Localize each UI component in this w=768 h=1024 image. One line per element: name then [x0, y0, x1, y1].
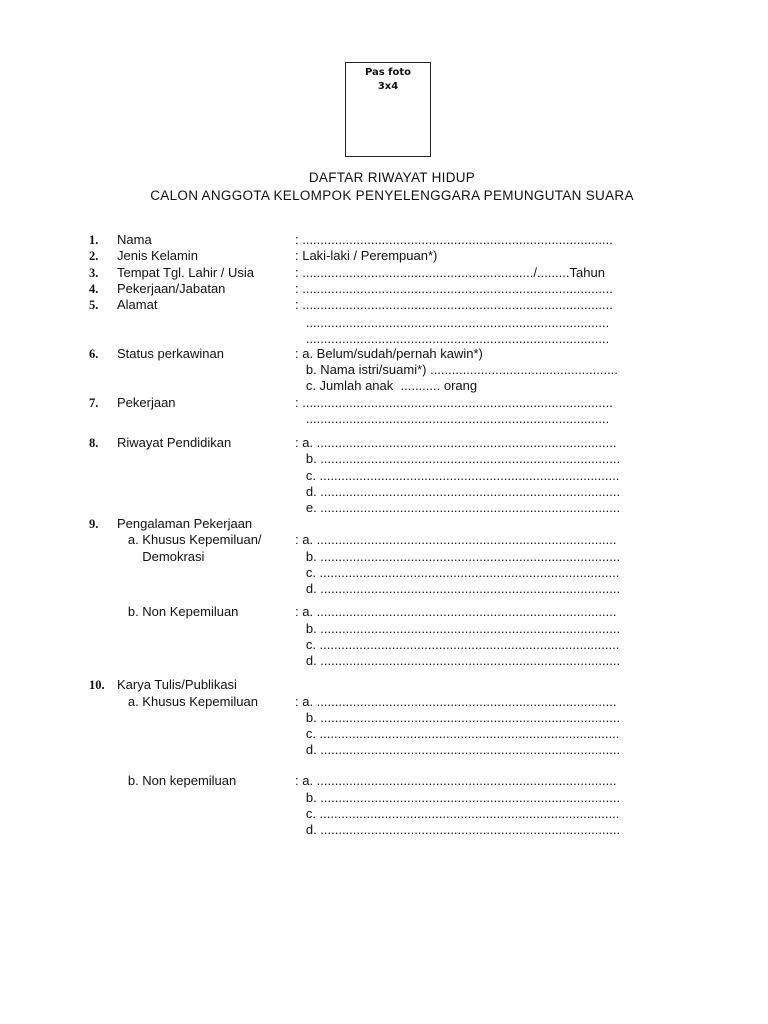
photo-label: Pas foto: [364, 67, 412, 78]
form-row: [0, 435, 768, 451]
row-label: Jenis Kelamin: [117, 248, 198, 263]
form-row: [0, 710, 768, 726]
row-number: 7.: [89, 396, 99, 410]
row-value: d. ...................................................................................: [295, 822, 621, 837]
row-label: a. Khusus Kepemiluan: [117, 694, 258, 709]
row-value: d. ...................................................................................: [295, 484, 621, 499]
row-value: : a. ...................................................................................: [295, 773, 617, 788]
form-row: [0, 742, 768, 758]
document-subtitle: CALON ANGGOTA KELOMPOK PENYELENGGARA PEMUNGUTAN SUARA: [150, 188, 634, 203]
row-value: c. ...................................................................................: [295, 468, 620, 483]
row-label: Pengalaman Pekerjaan: [117, 516, 253, 531]
row-value: b. ...................................................................................: [295, 621, 621, 636]
row-value: : ......................................................................................: [295, 297, 613, 312]
row-value: c. ...................................................................................: [295, 637, 620, 652]
form-row: [0, 773, 768, 789]
row-label: b. Non Kepemiluan: [117, 604, 239, 619]
row-number: 2.: [89, 249, 99, 263]
form-row: [0, 346, 768, 362]
form-row: [0, 232, 768, 248]
row-label: Karya Tulis/Publikasi: [117, 677, 237, 692]
form-row: [0, 362, 768, 378]
form-row: [0, 549, 768, 565]
form-row: [0, 565, 768, 581]
form-row: [0, 395, 768, 411]
photo-placeholder: [345, 62, 431, 157]
row-value: d. ...................................................................................: [295, 653, 621, 668]
row-value: ....................................................................................: [295, 315, 610, 330]
row-number: 4.: [89, 282, 99, 296]
form-row: [0, 637, 768, 653]
form-row: [0, 653, 768, 669]
row-value: b. ...................................................................................: [295, 790, 621, 805]
form-row: [0, 621, 768, 637]
row-value: e. ...................................................................................: [295, 500, 621, 515]
form-row: [0, 265, 768, 281]
form-row: [0, 726, 768, 742]
row-label: Pekerjaan/Jabatan: [117, 281, 226, 296]
row-number: 9.: [89, 517, 99, 531]
row-number: 10.: [89, 678, 105, 692]
row-value: c. Jumlah anak ........... orang: [295, 378, 478, 393]
row-label: Riwayat Pendidikan: [117, 435, 232, 450]
row-value: : ......................................................................................: [295, 281, 613, 296]
row-value: : a. Belum/sudah/pernah kawin*): [295, 346, 483, 361]
row-value: d. ...................................................................................: [295, 742, 621, 757]
row-label: b. Non kepemiluan: [117, 773, 237, 788]
row-label: a. Khusus Kepemiluan/: [117, 532, 262, 547]
row-number: 5.: [89, 298, 99, 312]
row-value: : ......................................................................................: [295, 232, 613, 247]
row-label: Tempat Tgl. Lahir / Usia: [117, 265, 255, 280]
row-label: Demokrasi: [117, 549, 205, 564]
row-value: b. ...................................................................................: [295, 710, 621, 725]
row-value: ....................................................................................: [295, 411, 610, 426]
row-value: : a. ...................................................................................: [295, 694, 617, 709]
form-row: [0, 297, 768, 313]
form-row: [0, 604, 768, 620]
form-row: [0, 822, 768, 838]
form-row: [0, 581, 768, 597]
form-row: [0, 677, 768, 693]
row-value: : a. ...................................................................................: [295, 435, 617, 450]
form-row: [0, 500, 768, 516]
form-row: [0, 411, 768, 427]
row-value: : ................................................................/.........Tahun: [295, 265, 605, 280]
row-value: : a. ...................................................................................: [295, 604, 617, 619]
row-number: 1.: [89, 233, 99, 247]
row-value: c. ...................................................................................: [295, 806, 620, 821]
row-value: b. ...................................................................................: [295, 451, 621, 466]
form-row: [0, 248, 768, 264]
row-value: b. Nama istri/suami*) ....................................................: [295, 362, 618, 377]
row-value: ....................................................................................: [295, 331, 610, 346]
row-label: Status perkawinan: [117, 346, 224, 361]
row-value: c. ...................................................................................: [295, 565, 620, 580]
row-label: Pekerjaan: [117, 395, 176, 410]
row-label: Alamat: [117, 297, 158, 312]
form-row: [0, 315, 768, 331]
form-row: [0, 451, 768, 467]
row-value: b. ...................................................................................: [295, 549, 621, 564]
row-value: d. ...................................................................................: [295, 581, 621, 596]
row-value: : Laki-laki / Perempuan*): [295, 248, 438, 263]
row-label: Nama: [117, 232, 152, 247]
form-row: [0, 281, 768, 297]
form-row: [0, 484, 768, 500]
row-number: 3.: [89, 266, 99, 280]
form-row: [0, 806, 768, 822]
form-row: [0, 378, 768, 394]
form-row: [0, 790, 768, 806]
document-title: DAFTAR RIWAYAT HIDUP: [308, 170, 476, 185]
row-number: 8.: [89, 436, 99, 450]
row-value: : ......................................................................................: [295, 395, 613, 410]
form-row: [0, 694, 768, 710]
form-row: [0, 516, 768, 532]
row-value: c. ...................................................................................: [295, 726, 620, 741]
form-row: [0, 532, 768, 548]
form-row: [0, 468, 768, 484]
row-number: 6.: [89, 347, 99, 361]
form-row: [0, 331, 768, 347]
row-value: : a. ...................................................................................: [295, 532, 617, 547]
photo-size: 3x4: [377, 81, 399, 92]
